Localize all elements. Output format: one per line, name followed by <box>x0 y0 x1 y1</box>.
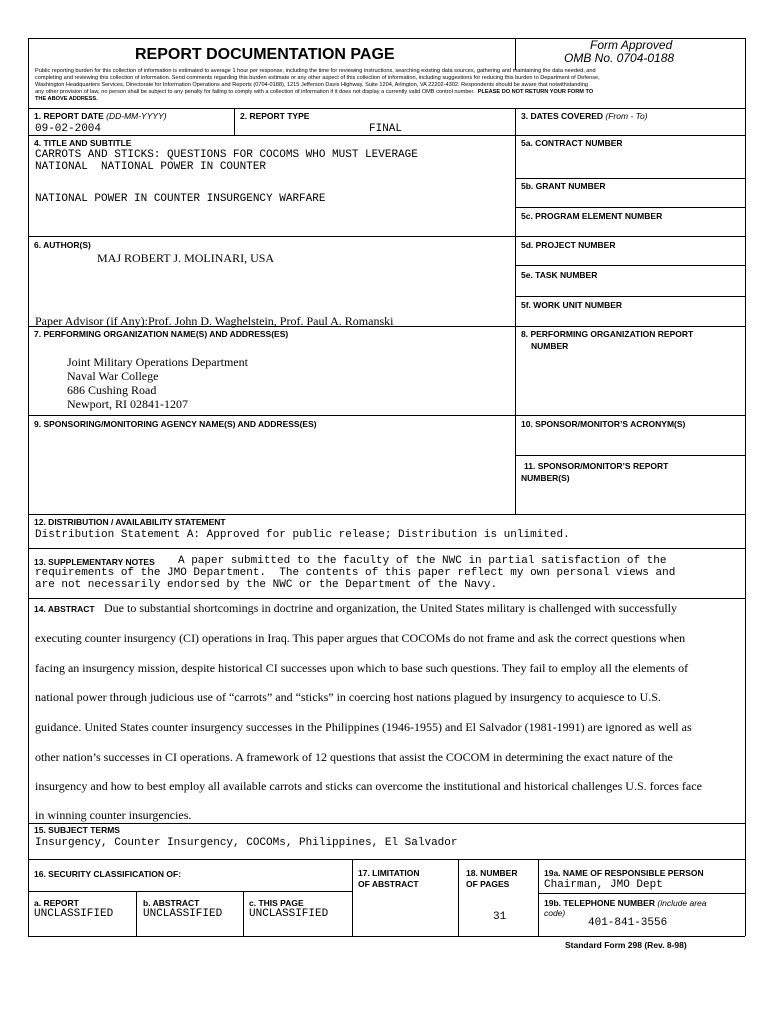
title-line-2: NATIONAL NATIONAL POWER IN COUNTER <box>35 161 267 173</box>
supplementary-line-1: A paper submitted to the faculty of the NWC in partial satisfaction of the <box>178 555 667 567</box>
sponsor-report-label-2: NUMBER(S) <box>521 473 570 483</box>
report-date-value: 09-02-2004 <box>35 123 102 135</box>
standard-form-label: Standard Form 298 (Rev. 8-98) <box>565 940 687 950</box>
report-date-label: 1. REPORT DATE (DD-MM-YYYY) <box>34 111 167 121</box>
subject-terms-label: 15. SUBJECT TERMS <box>34 825 120 835</box>
page-class-label: c. THIS PAGE <box>249 898 304 908</box>
title-line-1: CARROTS AND STICKS: QUESTIONS FOR COCOMS WHO MUST LEVERAGE <box>35 149 418 161</box>
performing-report-label-2: NUMBER <box>531 341 569 351</box>
num-pages-label-2: OF PAGES <box>466 879 510 889</box>
abstract-class-label: b. ABSTRACT <box>143 898 200 908</box>
performing-report-label: 8. PERFORMING ORGANIZATION REPORT <box>521 329 694 339</box>
work-unit-label: 5f. WORK UNIT NUMBER <box>521 300 623 310</box>
sponsoring-agency-label: 9. SPONSORING/MONITORING AGENCY NAME(S) AND ADDRESS(ES) <box>34 419 317 429</box>
abstract-line-7: insurgency and how to best employ all available carrots and sticks can overcome the institutional and historical challenges U.S. forces face <box>35 779 702 793</box>
author-name: MAJ ROBERT J. MOLINARI, USA <box>97 251 275 265</box>
performing-org-line-2: Naval War College <box>67 369 159 383</box>
distribution-label: 12. DISTRIBUTION / AVAILABILITY STATEMENT <box>34 517 226 527</box>
performing-org-label: 7. PERFORMING ORGANIZATION NAME(S) AND ADDRESS(ES) <box>34 329 289 339</box>
contract-number-label: 5a. CONTRACT NUMBER <box>521 138 623 148</box>
abstract-line-5: guidance. United States counter insurgency successes in the Philippines (1946-1955) and El Salvador (1981-1991) are ignored as well as <box>35 720 692 734</box>
supplementary-label: 13. SUPPLEMENTARY NOTES <box>34 557 155 567</box>
performing-org-line-1: Joint Military Operations Department <box>67 355 248 369</box>
dates-covered-label: 3. DATES COVERED (From - To) <box>521 111 648 121</box>
telephone-value: 401-841-3556 <box>588 917 668 929</box>
paper-advisor: Paper Advisor (if Any):Prof. John D. Waghelstein, Prof. Paul A. Romanski <box>35 314 394 328</box>
abstract-line-8: in winning counter insurgencies. <box>35 808 192 822</box>
abstract-label: 14. ABSTRACT <box>34 604 95 614</box>
title-label: 4. TITLE AND SUBTITLE <box>34 138 132 148</box>
abstract-line-4: national power through judicious use of “carrots” and “sticks” in coercing host nations plagued by insurgency to acquiesce to U.S. <box>35 690 661 704</box>
form-approved-label: Form Approved <box>590 38 673 52</box>
project-number-label: 5d. PROJECT NUMBER <box>521 240 616 250</box>
burden-statement: Public reporting burden for this collection of information is estimated to average 1 hour per response, including the time for reviewing instructions, searching existing data sources, gathering and maintaining the data needed, and completing and reviewing this collection of information. Send comments regarding this burden estimate or any other aspect of this collection of information, including suggestions for reducing this burden to Department of Defense, Washington Headquarters Services, Directorate for Information Operations and Reports (0704-0188), 1215 Jefferson Davis Highway, Suite 1204, Arlington, VA 22202-4302. Respondents should be aware that notwithstanding any other provision of law, no person shall be subject to any penalty for failing to comply with a collection of information if it does not display a currently valid OMB control number. PLEASE DO NOT RETURN YOUR FORM TO THE ABOVE ADDRESS. <box>35 68 600 102</box>
supplementary-line-3: are not necessarily endorsed by the NWC or the Department of the Navy. <box>35 579 498 591</box>
task-number-label: 5e. TASK NUMBER <box>521 270 598 280</box>
abstract-line-6: other nation’s successes in CI operations. A framework of 12 questions that assist the COCOM in determining the exact nature of the <box>35 750 673 764</box>
responsible-person-value: Chairman, JMO Dept <box>544 879 663 891</box>
program-element-label: 5c. PROGRAM ELEMENT NUMBER <box>521 211 663 221</box>
distribution-value: Distribution Statement A: Approved for public release; Distribution is unlimited. <box>35 529 570 541</box>
title-line-3: NATIONAL POWER IN COUNTER INSURGENCY WARFARE <box>35 193 326 205</box>
limitation-label: 17. LIMITATION <box>358 868 420 878</box>
num-pages-value: 31 <box>493 911 507 923</box>
security-classification-label: 16. SECURITY CLASSIFICATION OF: <box>34 869 182 879</box>
supplementary-line-2: requirements of the JMO Department. The contents of this paper reflect my own personal views and <box>35 567 676 579</box>
telephone-label: 19b. TELEPHONE NUMBER (include area <box>544 898 707 908</box>
performing-org-line-4: Newport, RI 02841-1207 <box>67 397 188 411</box>
abstract-class-value: UNCLASSIFIED <box>143 908 223 920</box>
telephone-hint: code) <box>544 908 566 918</box>
omb-number: OMB No. 0704-0188 <box>564 51 675 65</box>
report-type-label: 2. REPORT TYPE <box>240 111 310 121</box>
sponsor-acronym-label: 10. SPONSOR/MONITOR’S ACRONYM(S) <box>521 419 686 429</box>
abstract-line-1: Due to substantial shortcomings in doctrine and organization, the United States military is challenged with successfully <box>104 601 677 615</box>
report-type-value: FINAL <box>369 123 403 135</box>
responsible-person-label: 19a. NAME OF RESPONSIBLE PERSON <box>544 868 704 878</box>
grant-number-label: 5b. GRANT NUMBER <box>521 181 606 191</box>
performing-org-line-3: 686 Cushing Road <box>67 383 157 397</box>
sponsor-report-label: 11. SPONSOR/MONITOR’S REPORT <box>524 461 669 471</box>
report-class-label: a. REPORT <box>34 898 79 908</box>
abstract-line-2: executing counter insurgency (CI) operations in Iraq. This paper argues that COCOMs do not frame and ask the correct questions when <box>35 631 686 645</box>
page-class-value: UNCLASSIFIED <box>249 908 329 920</box>
num-pages-label: 18. NUMBER <box>466 868 518 878</box>
authors-label: 6. AUTHOR(S) <box>34 240 91 250</box>
report-class-value: UNCLASSIFIED <box>34 908 114 920</box>
subject-terms-value: Insurgency, Counter Insurgency, COCOMs, Philippines, El Salvador <box>35 837 458 849</box>
limitation-label-2: OF ABSTRACT <box>358 879 419 889</box>
abstract-line-3: facing an insurgency mission, despite historical CI successes upon which to base such questions. They fail to employ all the elements of <box>35 661 689 675</box>
page-title: REPORT DOCUMENTATION PAGE <box>135 46 395 63</box>
